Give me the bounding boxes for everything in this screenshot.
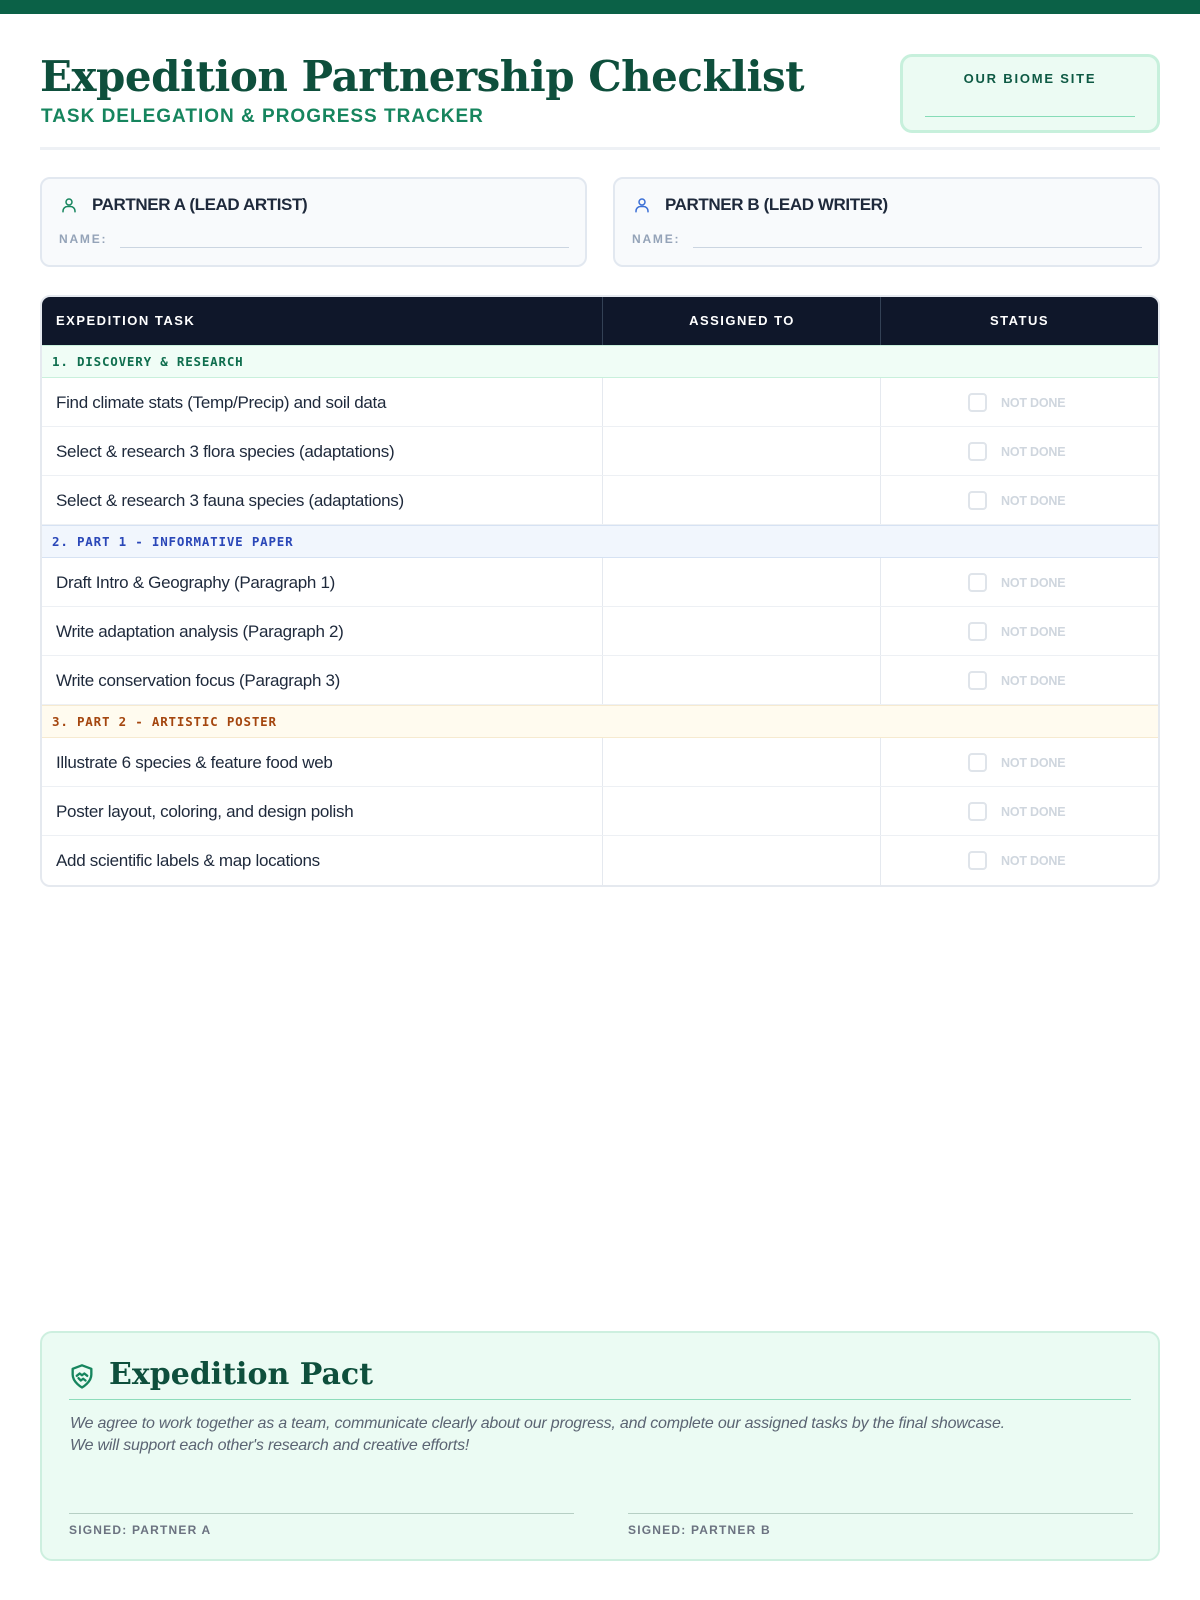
column-divider: [880, 656, 881, 704]
status-cell: [968, 836, 1065, 885]
pact-title: Expedition Pact: [109, 1357, 374, 1392]
user-icon: [60, 196, 78, 214]
status-text: NOT DONE: [1001, 395, 1066, 410]
column-divider: [602, 787, 603, 835]
table-row: [42, 607, 1158, 656]
column-divider: [880, 476, 881, 524]
status-checkbox[interactable]: [968, 671, 987, 690]
pact-statement-line: We agree to work together as a team, communicate clearly about our progress, and complete our assigned tasks by the final showcase.: [70, 1415, 1005, 1432]
signature-label-partner-b: SIGNED: PARTNER B: [628, 1523, 771, 1537]
table-row: [42, 787, 1158, 836]
section-row-artistic-poster: [42, 705, 1158, 738]
task-table: [40, 295, 1160, 887]
status-cell: [968, 476, 1065, 525]
status-cell: [968, 427, 1065, 476]
column-divider: [602, 558, 603, 606]
task-text: Find climate stats (Temp/Precip) and soil data: [56, 393, 387, 412]
column-divider: [880, 787, 881, 835]
column-divider: [602, 656, 603, 704]
status-cell: [968, 656, 1065, 705]
page-subtitle: TASK DELEGATION & PROGRESS TRACKER: [41, 106, 484, 127]
partner-b-card: [613, 177, 1160, 267]
column-divider: [602, 476, 603, 524]
status-checkbox[interactable]: [968, 491, 987, 510]
column-divider: [880, 607, 881, 655]
section-row-discovery: [42, 345, 1158, 378]
status-text: NOT DONE: [1001, 493, 1066, 508]
column-divider: [880, 738, 881, 786]
section-label: 1. DISCOVERY & RESEARCH: [52, 354, 244, 369]
status-text: NOT DONE: [1001, 853, 1066, 868]
pact-divider: [69, 1399, 1131, 1400]
status-cell: [968, 378, 1065, 427]
status-cell: [968, 558, 1065, 607]
table-row: [42, 738, 1158, 787]
partner-a-title: PARTNER A (LEAD ARTIST): [92, 195, 308, 214]
top-accent-bar: [0, 0, 1200, 14]
section-label: 3. PART 2 - ARTISTIC POSTER: [52, 714, 277, 729]
status-text: NOT DONE: [1001, 575, 1066, 590]
task-text: Select & research 3 fauna species (adaptations): [56, 491, 404, 510]
pact-statement-line: We will support each other's research and creative efforts!: [70, 1437, 470, 1454]
status-checkbox[interactable]: [968, 622, 987, 641]
section-label: 2. PART 1 - INFORMATIVE PAPER: [52, 534, 294, 549]
handshake-icon: [68, 1363, 96, 1391]
status-checkbox[interactable]: [968, 802, 987, 821]
section-row-informative-paper: [42, 525, 1158, 558]
header-divider: [40, 147, 1160, 150]
table-row: [42, 427, 1158, 476]
partner-a-name-field[interactable]: [120, 247, 569, 248]
expedition-pact-box: [40, 1331, 1160, 1561]
table-header: [42, 297, 1158, 345]
status-text: NOT DONE: [1001, 624, 1066, 639]
user-icon: [633, 196, 651, 214]
table-row: [42, 656, 1158, 705]
task-text: Select & research 3 flora species (adaptations): [56, 442, 395, 461]
status-text: NOT DONE: [1001, 444, 1066, 459]
status-cell: [968, 738, 1065, 787]
biome-site-label: OUR BIOME SITE: [963, 71, 1097, 86]
status-checkbox[interactable]: [968, 393, 987, 412]
status-cell: [968, 607, 1065, 656]
partner-a-name-label: NAME:: [59, 232, 108, 246]
task-text: Illustrate 6 species & feature food web: [56, 753, 333, 772]
column-header-task: EXPEDITION TASK: [56, 313, 196, 328]
column-divider: [880, 836, 881, 885]
partner-b-name-field[interactable]: [693, 247, 1142, 248]
column-divider: [602, 607, 603, 655]
column-divider: [880, 427, 881, 475]
partner-b-title: PARTNER B (LEAD WRITER): [665, 195, 888, 214]
column-divider: [602, 427, 603, 475]
status-text: NOT DONE: [1001, 755, 1066, 770]
pact-statement: [70, 1413, 1140, 1457]
signature-label-partner-a: SIGNED: PARTNER A: [69, 1523, 212, 1537]
table-row: [42, 378, 1158, 427]
column-divider: [602, 836, 603, 885]
column-divider: [602, 738, 603, 786]
column-header-status: STATUS: [989, 313, 1050, 328]
signature-line-partner-a[interactable]: [69, 1513, 574, 1514]
page-title: Expedition Partnership Checklist: [40, 52, 805, 101]
partner-a-card: [40, 177, 587, 267]
status-cell: [968, 787, 1065, 836]
biome-site-box: [900, 54, 1160, 133]
partner-b-name-label: NAME:: [632, 232, 681, 246]
biome-site-field[interactable]: [925, 116, 1135, 117]
table-row: [42, 476, 1158, 525]
task-text: Write conservation focus (Paragraph 3): [56, 671, 341, 690]
column-header-assigned: ASSIGNED TO: [689, 313, 795, 328]
status-checkbox[interactable]: [968, 573, 987, 592]
task-text: Write adaptation analysis (Paragraph 2): [56, 622, 344, 641]
status-checkbox[interactable]: [968, 753, 987, 772]
table-row: [42, 836, 1158, 885]
task-text: Poster layout, coloring, and design polish: [56, 802, 354, 821]
status-checkbox[interactable]: [968, 851, 987, 870]
task-text: Add scientific labels & map locations: [56, 851, 320, 870]
status-text: NOT DONE: [1001, 804, 1066, 819]
status-text: NOT DONE: [1001, 673, 1066, 688]
task-text: Draft Intro & Geography (Paragraph 1): [56, 573, 335, 592]
status-checkbox[interactable]: [968, 442, 987, 461]
column-divider: [602, 378, 603, 426]
column-divider: [880, 558, 881, 606]
signature-line-partner-b[interactable]: [628, 1513, 1133, 1514]
column-divider: [880, 378, 881, 426]
table-row: [42, 558, 1158, 607]
